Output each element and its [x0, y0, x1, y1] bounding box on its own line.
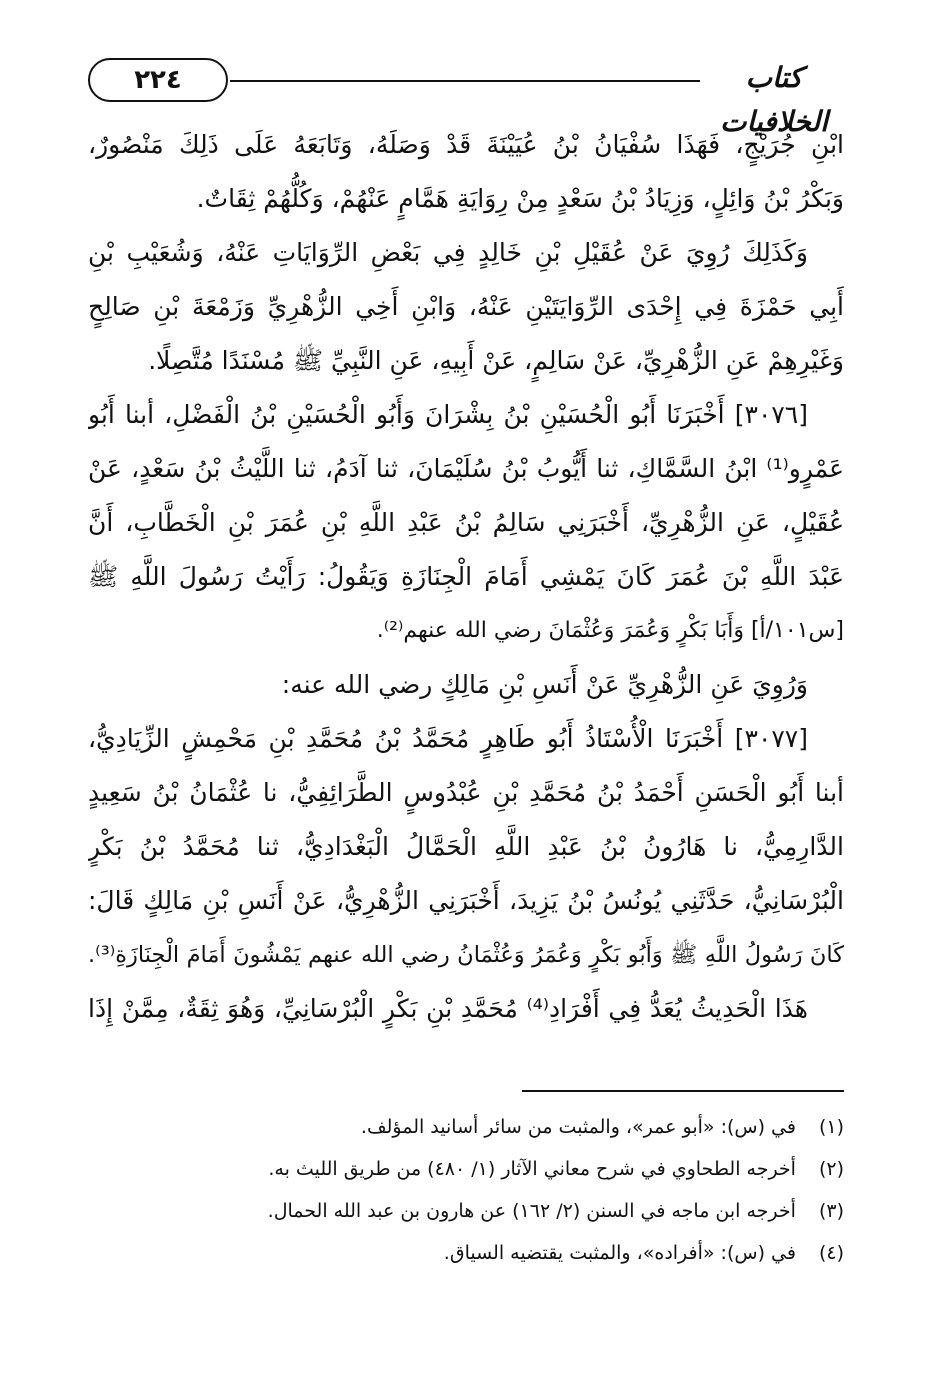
page-number: ٢٢٤	[88, 58, 228, 102]
footnote-text: في (س): «أفراده»، والمثبت يقتضيه السياق.	[443, 1242, 796, 1264]
footnote-text: أخرجه الطحاوي في شرح معاني الآثار (١/ ٤٨٠) من طريق الليث به.	[268, 1158, 796, 1180]
hadith-3077-start: [٣٠٧٧] أَخْبَرَنَا الْأُسْتَاذُ أَبُو طَاهِرٍ مُحَمَّدُ بْنُ مُحَمَّدِ بْنِ مَحْمِشٍ الزِّيَادِيُّ،	[88, 724, 808, 753]
footnotes	[104, 1106, 844, 1274]
footnote-number: (٢)	[818, 1158, 844, 1180]
text-line: عُقَيْلٍ، عَنِ الزُّهْرِيِّ، أَخْبَرَنِي سَالِمُ بْنُ عَبْدِ اللَّهِ بْنِ عُمَرَ بْنِ الْخَطَّابِ، أَنَّ	[88, 508, 844, 537]
text-line: كَانَ رَسُولُ اللَّهِ ﷺ وَأَبُو بَكْرٍ وَعُمَرُ وَعُثْمَانُ رضي الله عنهم يَمْشُونَ أَمَامَ الْجِنَازَةِ⁽³⁾.	[88, 942, 844, 968]
footnote-number: (٤)	[818, 1242, 844, 1264]
footnote-item	[104, 1190, 844, 1232]
footnote-separator	[522, 1090, 844, 1092]
text-line: أبنا أَبُو الْحَسَنِ أَحْمَدُ بْنُ مُحَمَّدِ بْنِ عُبْدُوسٍ الطَّرَائِفِيُّ، نا عُثْمَانُ بْنُ سَعِيدٍ	[88, 778, 844, 807]
main-text	[88, 118, 844, 1036]
text-line: الدَّارِمِيُّ، نا هَارُونُ بْنُ عَبْدِ اللَّهِ الْحَمَّالُ الْبَغْدَادِيُّ، ثنا مُحَمَّدُ بْنُ بَكْرٍ	[88, 832, 844, 861]
footnote-item	[104, 1148, 844, 1190]
page-header	[88, 52, 844, 138]
text-line: وَغَيْرِهِمْ عَنِ الزُّهْرِيِّ، عَنْ سَالِمٍ، عَنْ أَبِيهِ، عَنِ النَّبِيِّ ﷺ مُسْنَدًا مُتَّصِلًا.	[148, 346, 844, 375]
footnote-text: أخرجه ابن ماجه في السنن (٢/ ١٦٢) عن هارون بن عبد الله الحمال.	[267, 1200, 796, 1222]
footnote-number: (١)	[818, 1116, 844, 1138]
text-line: وَبَكْرُ بْنُ وَائِلٍ، وَزِيَادُ بْنُ سَعْدٍ مِنْ رِوَايَةِ هَمَّامٍ عَنْهُمْ، وَكُلُّهُمْ ثِقَاتٌ.	[196, 184, 844, 213]
text-line: عَمْرٍو⁽¹⁾ ابْنُ السَّمَّاكِ، ثنا أَيُّوبُ بْنُ سُلَيْمَانَ، ثنا آدَمُ، ثنا اللَّيْثُ بْنُ سَعْدٍ، عَنْ	[88, 454, 844, 483]
text-line: هَذَا الْحَدِيثُ يُعَدُّ فِي أَفْرَادِ⁽⁴⁾ مُحَمَّدِ بْنِ بَكْرٍ الْبُرْسَانِيِّ، وَهُوَ ثِقَةٌ، مِمَّنْ إِذَا	[88, 994, 808, 1023]
hadith-3076-start: [٣٠٧٦] أَخْبَرَنَا أَبُو الْحُسَيْنِ بْنُ بِشْرَانَ وَأَبُو الْحُسَيْنِ بْنُ الْفَضْلِ، أبنا أَبُو	[88, 400, 808, 429]
footnote-item	[104, 1106, 844, 1148]
text-line: وَكَذَلِكَ رُوِيَ عَنْ عُقَيْلِ بْنِ خَالِدٍ فِي بَعْضِ الرِّوَايَاتِ عَنْهُ، وَشُعَيْبِ بْنِ	[88, 238, 808, 267]
footnote-item	[104, 1232, 844, 1274]
text-line: عَبْدَ اللَّهِ بْنَ عُمَرَ كَانَ يَمْشِي أَمَامَ الْجِنَازَةِ وَيَقُولُ: رَأَيْتُ رَسُولَ اللَّهِ ﷺ	[88, 562, 844, 591]
text-line: وَرُوِيَ عَنِ الزُّهْرِيِّ عَنْ أَنَسِ بْنِ مَالِكٍ رضي الله عنه:	[281, 670, 808, 699]
footnote-number: (٣)	[818, 1200, 844, 1222]
text-line: أَبِي حَمْزَةَ فِي إِحْدَى الرِّوَايَتَيْنِ عَنْهُ، وَابْنِ أَخِي الزُّهْرِيِّ وَزَمْعَةَ بْنِ صَالِحٍ	[88, 292, 844, 321]
text-line: [س١٠١/أ] وَأَبَا بَكْرٍ وَعُمَرَ وَعُثْمَانَ رضي الله عنهم⁽²⁾.	[376, 618, 844, 643]
header-rule	[230, 80, 700, 82]
book-title: كتاب الخلافيات	[720, 61, 828, 138]
text-line: الْبُرْسَانِيُّ، حَدَّثَنِي يُونُسُ بْنُ يَزِيدَ، أَخْبَرَنِي الزُّهْرِيُّ، عَنْ أَنَسِ بْنِ مَالِكٍ قَالَ:	[88, 886, 844, 915]
text-line: ابْنِ جُرَيْجٍ، فَهَذَا سُفْيَانُ بْنُ عُيَيْنَةَ قَدْ وَصَلَهُ، وَتَابَعَهُ عَلَى ذَلِكَ مَنْصُورٌ،	[88, 130, 844, 159]
footnote-text: في (س): «أبو عمر»، والمثبت من سائر أسانيد المؤلف.	[360, 1116, 796, 1138]
